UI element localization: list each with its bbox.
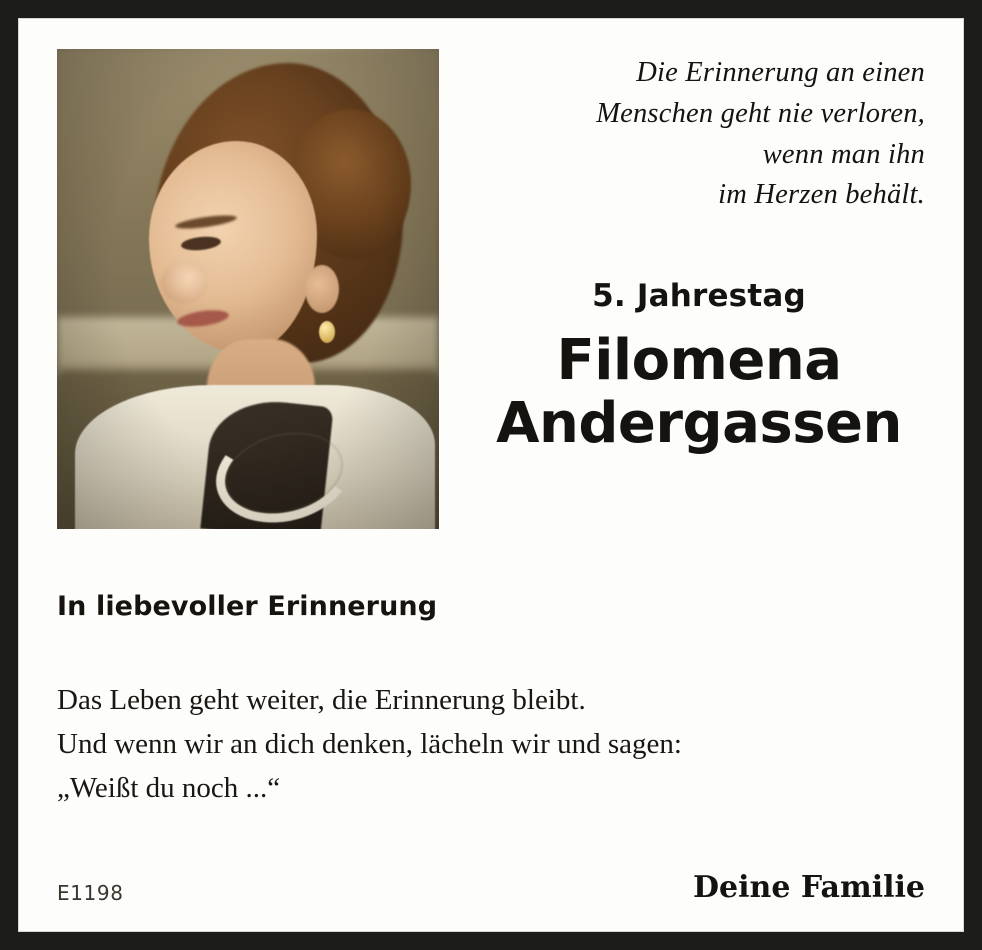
quote-line-3: wenn man ihn bbox=[762, 138, 925, 170]
memorial-quote bbox=[473, 49, 925, 216]
quote-line-2: Menschen geht nie verloren, bbox=[596, 97, 925, 129]
verse-text bbox=[57, 678, 925, 810]
quote-line-4: im Herzen behält. bbox=[718, 179, 925, 211]
card-inner bbox=[18, 18, 964, 932]
name-last: Andergassen bbox=[496, 390, 902, 456]
deceased-name bbox=[473, 330, 925, 455]
anniversary-label: 5. Jahrestag bbox=[592, 278, 806, 314]
portrait-photo bbox=[57, 49, 439, 529]
photo-vignette bbox=[57, 49, 439, 529]
memory-heading: In liebevoller Erinnerung bbox=[57, 591, 438, 622]
verse-line-1: Das Leben geht weiter, die Erinnerung bleibt. bbox=[57, 684, 586, 716]
signature: Deine Familie bbox=[693, 870, 925, 905]
card-footer bbox=[57, 870, 925, 905]
top-row bbox=[57, 49, 925, 529]
verse-line-3: „Weißt du noch ...“ bbox=[57, 772, 281, 805]
name-first: Filomena bbox=[556, 328, 842, 393]
photo-image bbox=[57, 49, 439, 529]
reference-code: E1198 bbox=[57, 881, 124, 905]
right-column bbox=[439, 49, 925, 455]
quote-line-1: Die Erinnerung an einen bbox=[636, 57, 925, 88]
verse-line-2: Und wenn wir an dich denken, lächeln wir und sagen: bbox=[57, 728, 682, 761]
